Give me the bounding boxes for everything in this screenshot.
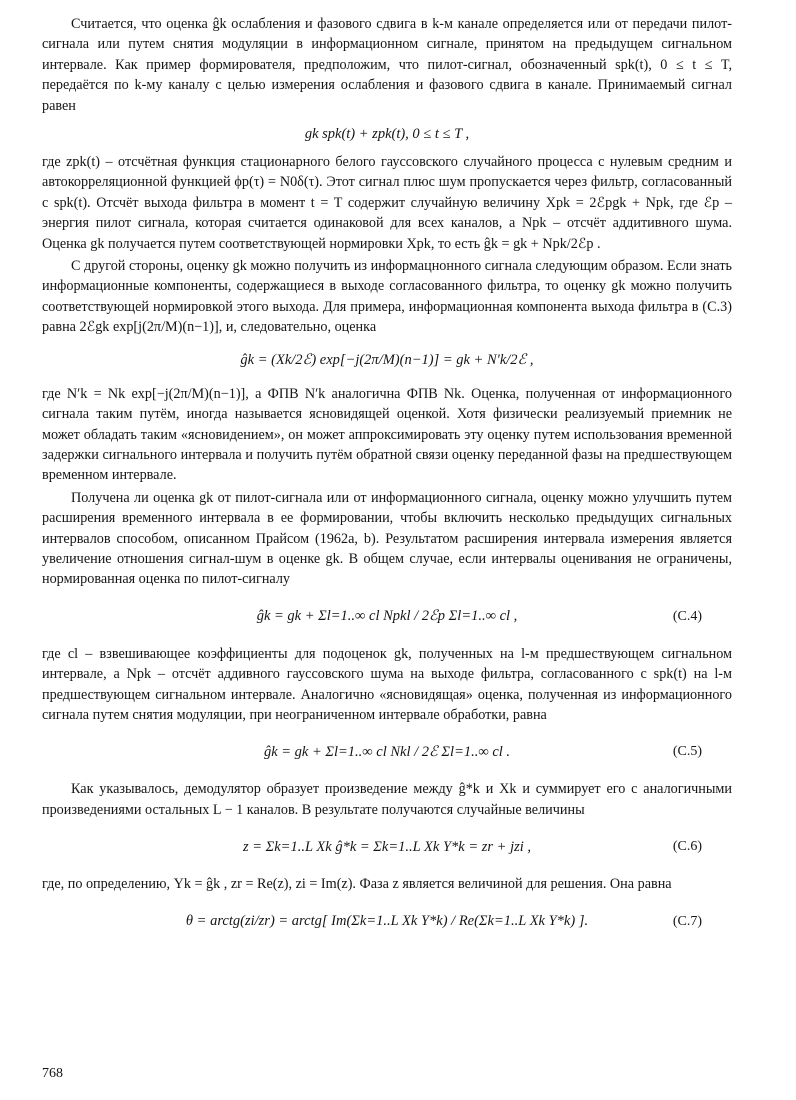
- equation-c7-number: (С.7): [672, 913, 702, 929]
- equation-c6: [42, 820, 732, 874]
- paragraph-8: где, по определению, Yk = ĝk , zr = Re(z), zi = Im(z). Фаза z является величиной для решения. Она равна: [42, 876, 672, 893]
- paragraph-1: Считается, что оценка ĝk ослабления и фазового сдвига в k-м канале определяется или от передачи пилот-сигнала или путем снятия модуляции в информационном сигнале, принятом на предыдущем сигнальном интервале. Как пример формирователя, предположим, что пилот-сигнал, обозначенный spk(t), 0 ≤ t ≤ T, передаётся по k-му каналу с целью измерения ослабления и фазового сдвига в канале. Принимаемый сигнал равен: [42, 16, 732, 114]
- equation-c5-number: (С.5): [672, 744, 702, 760]
- equation-c5-text: ĝk = gk + Σl=1..∞ cl Nkl / 2ℰ Σl=1..∞ cl .: [263, 743, 511, 760]
- equation-c7-text: θ = arctg(zi/zr) = arctg[ Im(Σk=1..L Xk Y*k) / Re(Σk=1..L Xk Y*k) ].: [185, 913, 589, 930]
- equation-c4-text: ĝk = gk + Σl=1..∞ cl Npkl / 2ℰp Σl=1..∞ cl ,: [256, 608, 518, 625]
- paragraph-6: где cl – взвешивающее коэффициенты для подоценок gk, полученных на l-м предшествующем сигнальном интервале, а Npk – отсчёт аддивного гауссовского шума на выходе фильтра, согласованного с spk(t) на l-м предшествующем сигнальном интервале. Аналогично «ясновидящая» оценка, полученная из информационного сигнала путем снятия модуляции, при неограниченном интервале обработки, равна: [42, 645, 732, 723]
- paragraph-4: где N′k = Nk exp[−j(2π/M)(n−1)], а ФПВ N′k аналогична ФПВ Nk. Оценка, полученная от информационного сигнала таким путём, иногда называется ясновидящей оценкой. Хотя физически реализуемый приемник не может обладать таким «ясновидением», он может аппроксимировать эту оценку путем использования временной задержки сигнального интервала и получить путём обратной связи оценку переданной фазы на предшествующем временном интервале.: [42, 385, 732, 484]
- equation-c4: [42, 590, 732, 644]
- equation-signal: [42, 116, 732, 152]
- equation-c6-text: z = Σk=1..L Xk ĝ*k = Σk=1..L Xk Y*k = zr + jzi ,: [242, 838, 532, 855]
- equation-clairvoyant-text: ĝk = (Xk/2ℰ) exp[−j(2π/M)(n−1)] = gk + N′k/2ℰ ,: [240, 352, 534, 369]
- equation-c5: [42, 725, 732, 779]
- equation-signal-text: gk spk(t) + zpk(t), 0 ≤ t ≤ T ,: [304, 125, 470, 142]
- paragraph-2: где zpk(t) – отсчётная функция стационарного белого гауссовского случайного процесса с нулевым средним и автокорреляционной функцией ϕp(τ) = N0δ(τ). Этот сигнал плюс шум пропускается через фильтр, согласованный с spk(t). Отсчёт выхода фильтра в момент t = T содержит случайную величину Xpk = 2ℰpgk + Npk, где ℰp – энергия пилот сигнала, которая считается одинаковой для всех каналов, а Npk – отсчёт аддитивного шума. Оценка gk получается путем соответствующей нормировки Xpk, то есть ĝk = gk + Npk/2ℰp .: [42, 154, 732, 252]
- equation-c6-number: (С.6): [672, 839, 702, 855]
- equation-c7: [42, 895, 732, 949]
- paragraph-3: С другой стороны, оценку gk можно получить из информацнонного сигнала следующим образом. Если знать информационные компоненты, содержащиеся в выходе согласованного фильтра, то оценку gk можно получить соответствующей нормировкой этого выхода. Для примера, информационная компонента выхода фильтра в (С.3) равна 2ℰgk exp[j(2π/M)(n−1)], и, следовательно, оценка: [42, 258, 732, 336]
- equation-c4-number: (С.4): [672, 608, 702, 624]
- page-number: 768: [42, 1066, 63, 1081]
- paragraph-5: Получена ли оценка gk от пилот-сигнала или от информационного сигнала, оценку можно улучшить путем расширения временного интервала в ее формировании, чтобы включить несколько предыдущих сигнальных интервалов способом, описанном Прайсом (1962a, b). Результатом расширения интервала измерения является увеличение отношения сигнал-шум в оценке gk. В общем случае, если интервалы оценивания не ограничены, нормированная оценка по пилот-сигналу: [42, 489, 732, 588]
- equation-clairvoyant: [42, 338, 732, 384]
- document-page: [42, 14, 732, 949]
- paragraph-7: Как указывалось, демодулятор образует произведение между ĝ*k и Xk и суммирует его с аналогичными произведениями остальных L − 1 каналов. В результате получаются случайные величины: [42, 781, 732, 818]
